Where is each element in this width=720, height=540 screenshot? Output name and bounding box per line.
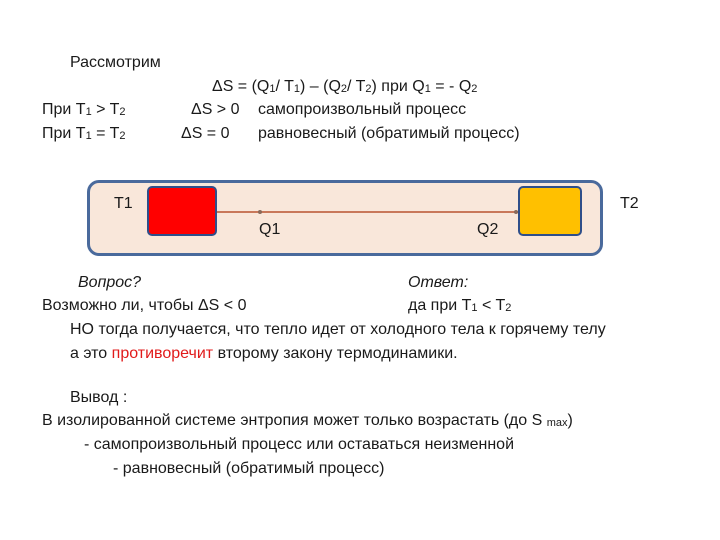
conclusion-title: Вывод : xyxy=(70,389,128,406)
intro-text: Рассмотрим xyxy=(70,54,161,71)
formula-part: / T xyxy=(347,78,366,95)
hot-body xyxy=(147,186,217,236)
case2-sub: 1 xyxy=(85,130,92,142)
explanation-text: а это xyxy=(70,345,112,362)
answer-sub: 1 xyxy=(471,302,478,314)
answer-part: да при T xyxy=(408,297,472,314)
t2-label: T2 xyxy=(620,195,639,212)
case2-condition xyxy=(42,126,126,142)
explanation-line2 xyxy=(70,346,458,362)
case1-description: самопроизвольный процесс xyxy=(258,101,467,118)
case1-sub: 2 xyxy=(119,106,126,118)
formula-sub: 2 xyxy=(365,83,372,95)
conductor-point xyxy=(258,210,262,214)
formula-part: ) при Q xyxy=(371,78,425,95)
answer-label: Ответ: xyxy=(408,274,469,291)
formula-part: ΔS = (Q xyxy=(212,78,270,95)
t1-label: T1 xyxy=(114,195,133,212)
case2-label: = T xyxy=(91,125,120,142)
question-text: Возможно ли, чтобы ΔS < 0 xyxy=(42,297,247,314)
conclusion-line3: - равновесный (обратимый процесс) xyxy=(113,460,385,477)
conclusion-text: В изолированной системе энтропия может только возрастать (до S xyxy=(42,412,547,429)
case1-result: ΔS > 0 xyxy=(191,101,240,118)
case1-label: > T xyxy=(91,101,120,118)
case2-label: При T xyxy=(42,125,86,142)
question-label: Вопрос? xyxy=(78,274,142,291)
formula-sub: 2 xyxy=(471,83,478,95)
formula-sub: 2 xyxy=(340,83,348,95)
case1-label: При T xyxy=(42,101,86,118)
formula-part: / T xyxy=(275,78,294,95)
case2-result: ΔS = 0 xyxy=(181,125,230,142)
cold-body xyxy=(518,186,582,236)
formula-part: = - Q xyxy=(430,78,472,95)
answer-part: < T xyxy=(477,297,506,314)
formula-sub: 1 xyxy=(269,83,276,95)
case1-condition xyxy=(42,102,126,118)
q1-label: Q1 xyxy=(259,221,281,238)
case2-description: равновесный (обратимый процесс) xyxy=(258,125,520,142)
formula-sub: 1 xyxy=(293,83,300,95)
explanation-line1: НО тогда получается, что тепло идет от холодного тела к горячему телу xyxy=(70,321,606,338)
conclusion-text: ) xyxy=(567,412,573,429)
conclusion-line1 xyxy=(42,413,573,429)
q2-label: Q2 xyxy=(477,221,499,238)
case2-sub: 2 xyxy=(119,130,126,142)
heat-conductor xyxy=(217,211,518,213)
entropy-formula xyxy=(212,79,477,95)
answer-sub: 2 xyxy=(505,302,512,314)
explanation-text: второму закону термодинамики. xyxy=(213,345,458,362)
conclusion-sub: max xyxy=(546,417,568,429)
contradicts-highlight: противоречит xyxy=(111,345,214,362)
conclusion-line2: - самопроизвольный процесс или оставаться неизменной xyxy=(84,436,515,453)
formula-part: ) – (Q xyxy=(300,78,341,95)
case1-sub: 1 xyxy=(85,106,92,118)
answer-text xyxy=(408,298,511,314)
formula-sub: 1 xyxy=(424,83,431,95)
